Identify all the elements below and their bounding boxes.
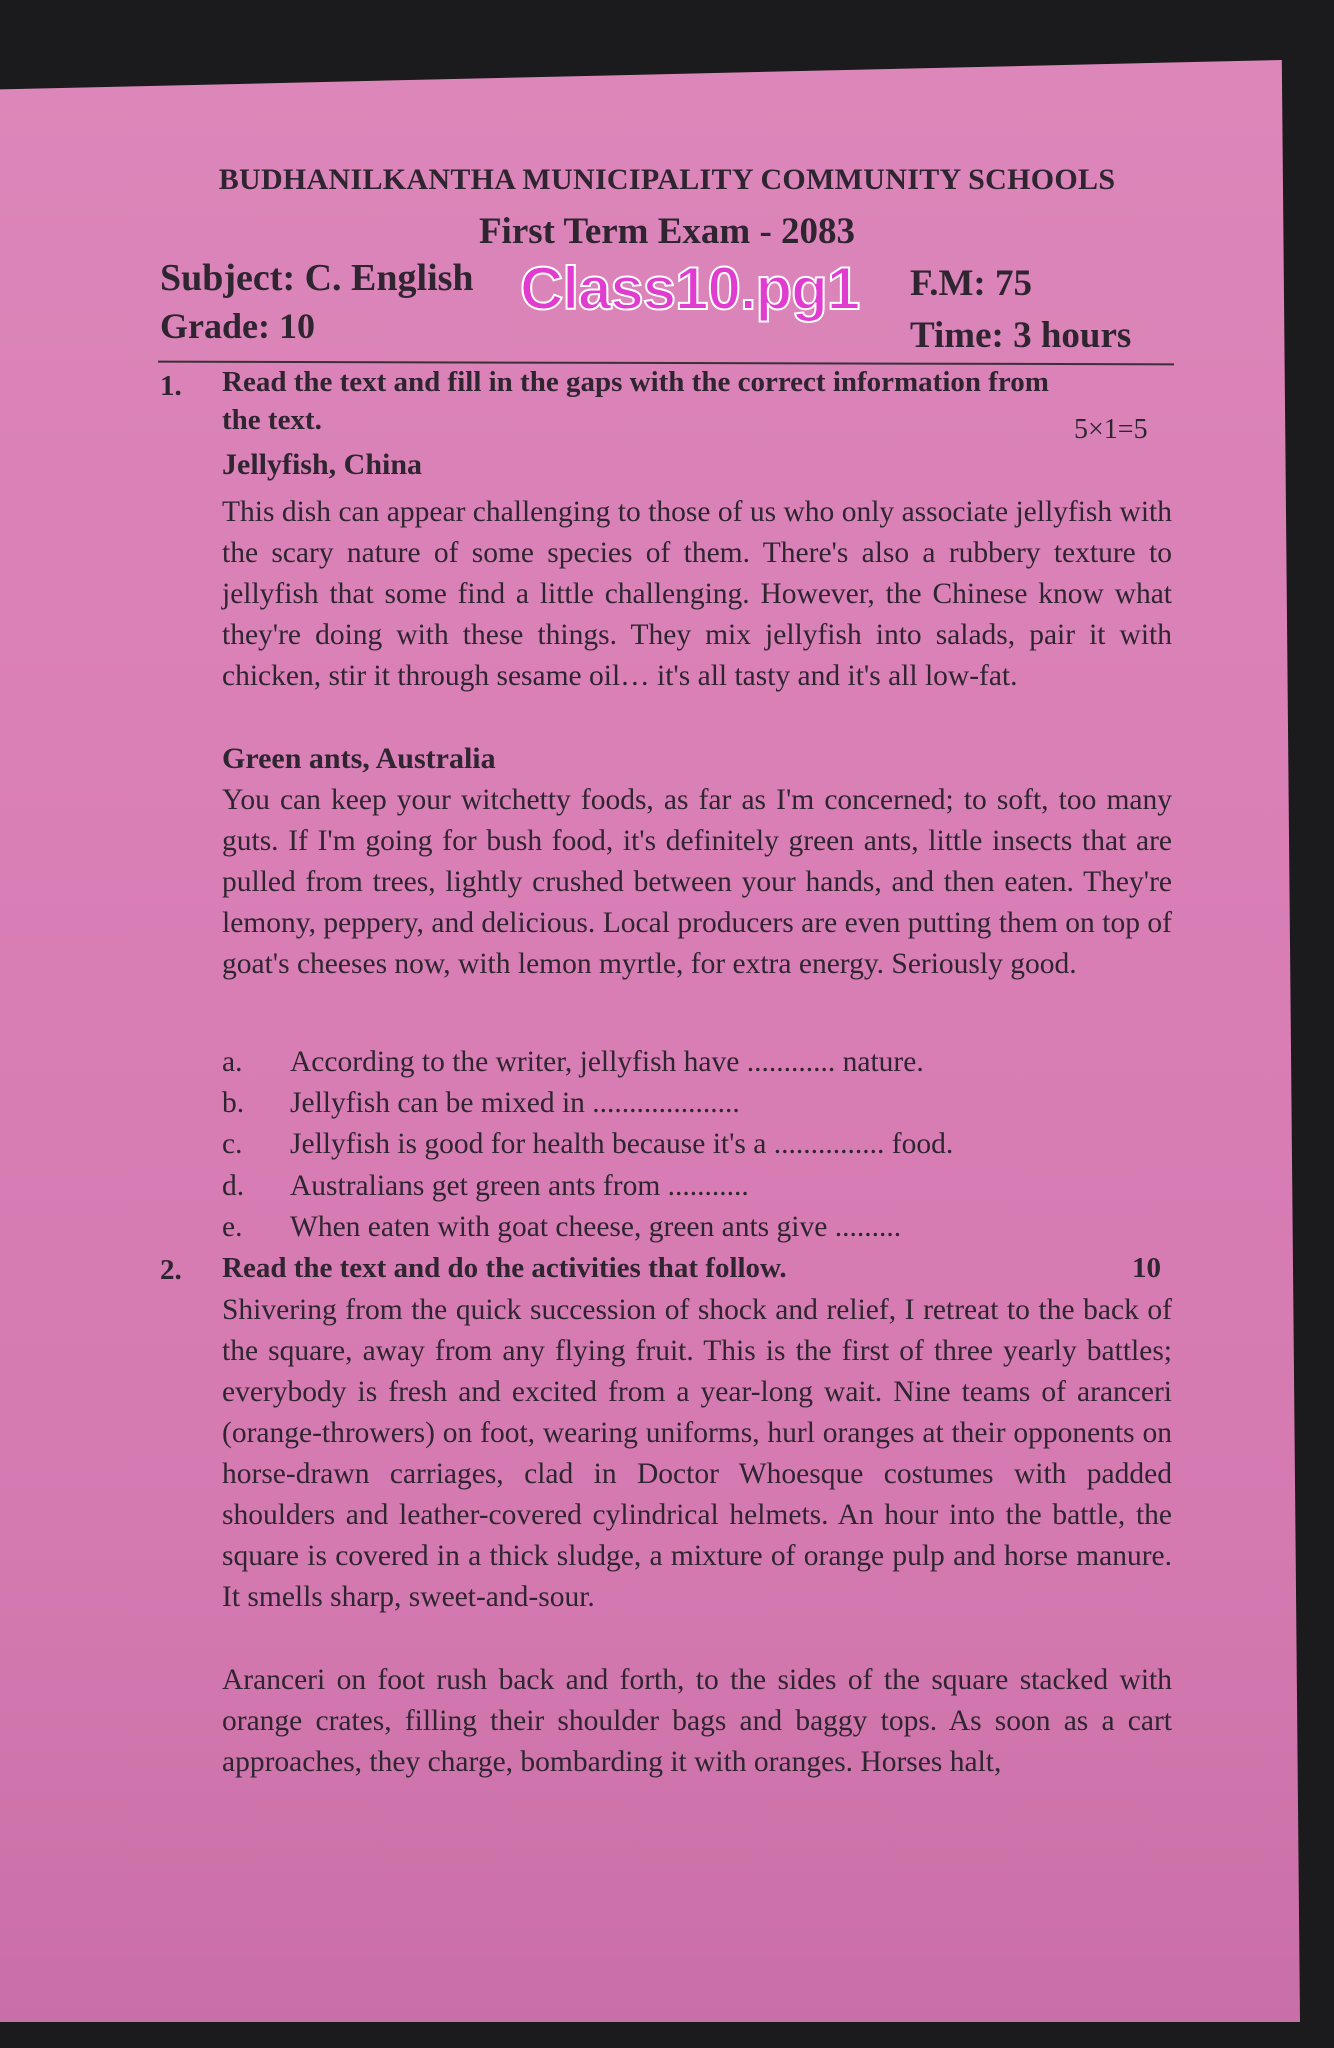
question-2-instruction: Read the text and do the activities that follow.	[222, 1252, 787, 1284]
exam-time: Time: 3 hours	[910, 315, 1132, 356]
fill-gap-item-a	[222, 1046, 924, 1079]
watermark-text: Class10.pg1	[520, 255, 860, 322]
section-title-jellyfish: Jellyfish, China	[222, 448, 423, 481]
item-label: c.	[222, 1128, 243, 1160]
exam-title: First Term Exam - 2083	[478, 211, 856, 252]
item-text: Australians get green ants from ...........	[290, 1170, 749, 1202]
item-text: Jellyfish is good for health because it's a ............... food.	[290, 1128, 954, 1160]
fill-gap-item-b	[222, 1087, 740, 1120]
question-1-instruction-line2: the text.	[222, 404, 322, 436]
subject-label: Subject: C. English	[160, 257, 474, 299]
item-label: d.	[222, 1170, 245, 1202]
grade-label: Grade: 10	[160, 306, 315, 346]
item-text: According to the writer, jellyfish have ............ nature.	[290, 1046, 924, 1078]
item-label: b.	[222, 1087, 245, 1119]
question-1-number: 1.	[160, 370, 182, 402]
item-text: Jellyfish can be mixed in ....................	[290, 1087, 740, 1119]
question-2-number: 2.	[160, 1254, 182, 1286]
passage-green-ants: You can keep your witchetty foods, as far as I'm concerned; to soft, too many guts. If I'm going for bush food, it's definitely green ants, little insects that are pulled from trees, lightly crushed between your hands, and then eaten. They're lemony, peppery, and delicious. Local producers are even putting them on top of goat's cheeses now, with lemon myrtle, for extra energy. Seriously good.	[222, 784, 1172, 980]
full-marks: F.M: 75	[910, 263, 1032, 304]
item-label: a.	[222, 1046, 243, 1078]
passage-orange-battle-2: Aranceri on foot rush back and forth, to the sides of the square stacked with orange crates, filling their shoulder bags and baggy tops. As soon as a cart approaches, they charge, bombarding it with oranges. Horses halt,	[222, 1664, 1172, 1778]
question-1-marks: 5×1=5	[1074, 414, 1148, 445]
fill-gap-item-c	[222, 1128, 953, 1161]
item-text: When eaten with goat cheese, green ants give .........	[290, 1211, 902, 1243]
fill-gap-item-d	[222, 1170, 749, 1203]
question-2-marks: 10	[1132, 1252, 1161, 1284]
section-title-green-ants: Green ants, Australia	[222, 742, 496, 775]
fill-gap-item-e	[222, 1211, 901, 1244]
item-label: e.	[222, 1211, 243, 1243]
question-1-instruction-line1: Read the text and fill in the gaps with the correct information from	[222, 366, 1049, 398]
passage-orange-battle-1: Shivering from the quick succession of shock and relief, I retreat to the back of the square, away from any flying fruit. This is the first of three yearly battles; everybody is fresh and excited from a year-long wait. Nine teams of aranceri (orange-throwers) on foot, wearing uniforms, hurl oranges at their opponents on horse-drawn carriages, clad in Doctor Whoesque costumes with padded shoulders and leather-covered cylindrical helmets. An hour into the battle, the square is covered in a thick sludge, a mixture of orange pulp and horse manure. It smells sharp, sweet-and-sour.	[222, 1294, 1172, 1613]
passage-jellyfish: This dish can appear challenging to those of us who only associate jellyfish with the scary nature of some species of them. There's also a rubbery texture to jellyfish that some find a little challenging. However, the Chinese know what they're doing with these things. They mix jellyfish into salads, pair it with chicken, stir it through sesame oil… it's all tasty and it's all low-fat.	[222, 496, 1172, 692]
school-name: BUDHANILKANTHA MUNICIPALITY COMMUNITY SCHOOLS	[218, 163, 1116, 196]
